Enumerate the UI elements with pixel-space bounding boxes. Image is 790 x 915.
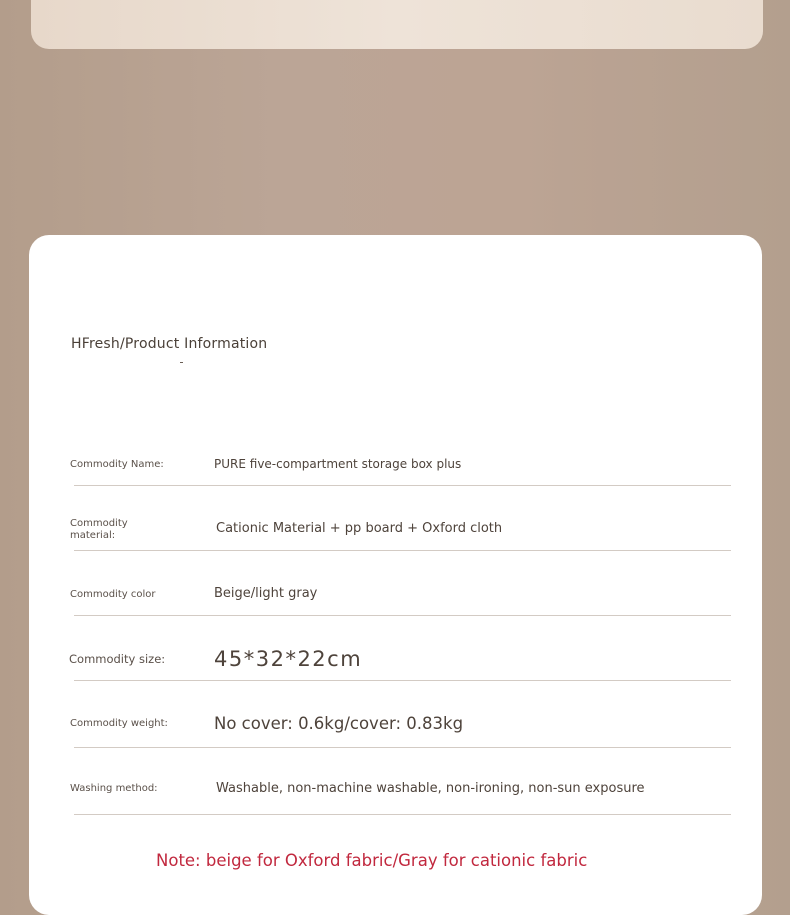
- row-divider: [74, 680, 731, 681]
- row-divider: [74, 814, 731, 815]
- washing-label: Washing method:: [70, 783, 158, 794]
- washing-value: Washable, non-machine washable, non-ironing, non-sun exposure: [216, 781, 645, 796]
- top-card: [31, 0, 763, 49]
- name-label: Commodity Name:: [70, 459, 164, 470]
- fabric-note: Note: beige for Oxford fabric/Gray for cationic fabric: [156, 851, 588, 870]
- title-underline-mark: [180, 362, 183, 363]
- weight-value: No cover: 0.6kg/cover: 0.83kg: [214, 714, 464, 733]
- row-divider: [74, 485, 731, 486]
- color-value: Beige/light gray: [214, 586, 318, 601]
- section-title: HFresh/Product Information: [71, 336, 268, 352]
- row-divider: [74, 615, 731, 616]
- material-value: Cationic Material + pp board + Oxford cloth: [216, 521, 503, 536]
- name-value: PURE five-compartment storage box plus: [214, 457, 462, 471]
- weight-label: Commodity weight:: [70, 718, 168, 729]
- row-divider: [74, 550, 731, 551]
- material-label: Commodity material:: [70, 518, 128, 541]
- size-value: 45*32*22cm: [214, 647, 363, 671]
- product-info-card: [29, 235, 762, 915]
- size-label: Commodity size:: [69, 652, 166, 666]
- row-divider: [74, 747, 731, 748]
- color-label: Commodity color: [70, 589, 156, 600]
